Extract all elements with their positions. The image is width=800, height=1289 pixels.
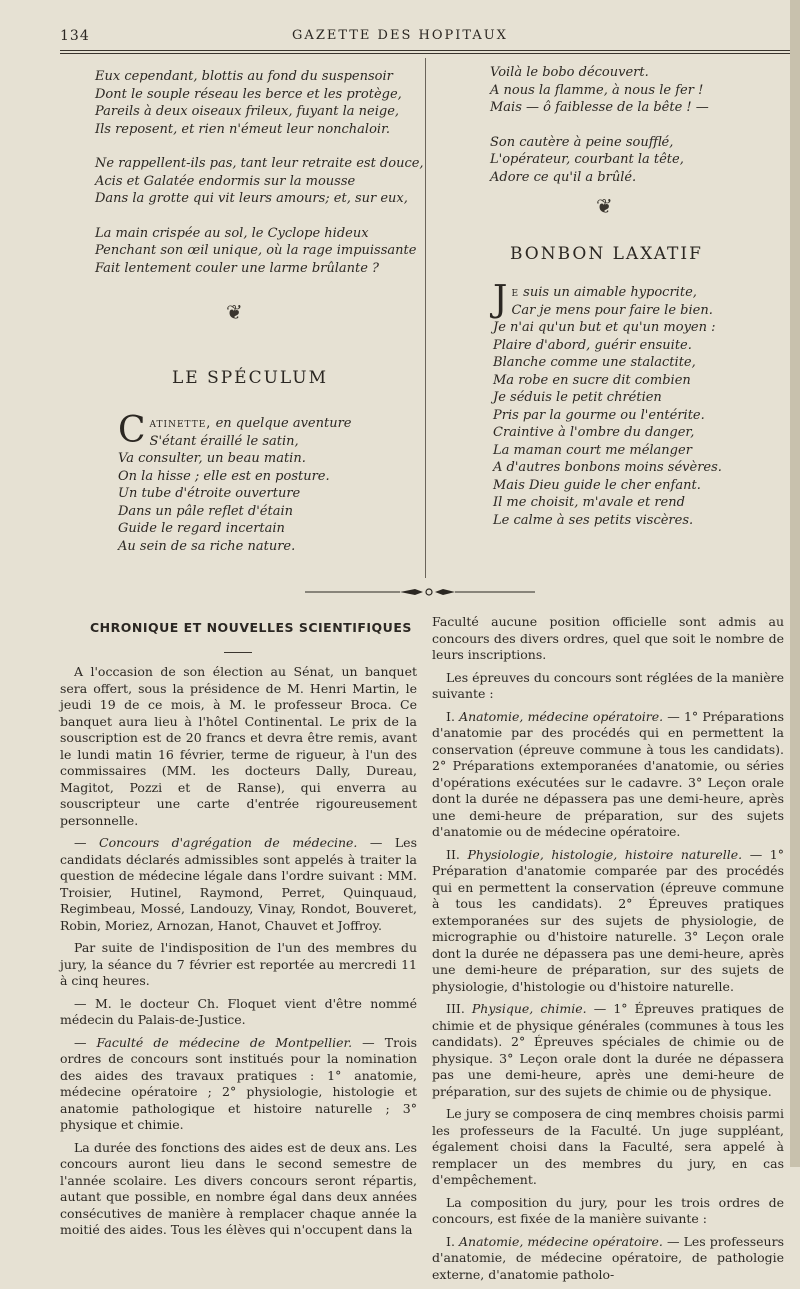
first-word: e [511, 285, 520, 300]
poem-line: A d'autres bonbons moins sévères. [493, 460, 722, 475]
poem-line: Mais Dieu guide le cher enfant. [493, 477, 701, 493]
poem-speculum [118, 410, 352, 555]
article-paragraph [432, 614, 784, 664]
paragraph-text: Les épreuves du concours sont réglées de la manière suivante : [432, 669, 784, 701]
stanza-gap [490, 117, 709, 134]
paragraph-heading: Faculté de médecine de Montpellier. [96, 1034, 353, 1050]
stanza-gap [95, 208, 424, 225]
article-column-left [60, 664, 417, 1245]
paragraph-lead: I. [446, 708, 460, 724]
paragraph-heading: Anatomie, médecine opératoire. [459, 708, 664, 724]
article-paragraph [60, 1140, 417, 1239]
article-paragraph [60, 1035, 417, 1134]
poem-line: Dans la grotte qui vit leurs amours; et, sur eux, [95, 191, 408, 206]
article-paragraph [60, 996, 417, 1029]
poem-line: Dans un pâle reflet d'étain [118, 503, 294, 519]
paragraph-text: — Les professeurs d'anatomie, de médecine opératoire, de pathologie externe, d'anatomie patholo- [432, 1233, 784, 1282]
article-paragraph [432, 1106, 784, 1189]
dropcap: J [493, 279, 508, 320]
poem-line: Fait lentement couler une larme brûlante ? [95, 260, 380, 276]
poem-line: Je n'ai qu'un but et qu'un moyen : [493, 320, 716, 335]
poem-line: Ma robe en sucre dit combien [493, 372, 691, 388]
poem-line: S'étant éraillé le satin, [149, 433, 299, 449]
first-line: suis un aimable hypocrite, [519, 285, 697, 300]
page-header-title: GAZETTE DES HOPITAUX [292, 28, 508, 43]
poem-line: Voilà le bobo découvert. [490, 65, 649, 80]
poem-line: Va consulter, un beau matin. [118, 451, 306, 466]
poem-line: Au sein de sa riche nature. [118, 538, 296, 554]
fleuron-ornament: ❦ [226, 300, 243, 324]
article-paragraph [432, 1195, 784, 1228]
paragraph-text: — 1° Préparation d'anatomie comparée par des procédés qui en permettent la conservation (épreuve commune à tous les candidats). 2° Épreuves pratiques extemporanées sur des sujets de physiologie, de micrographie ou d'histoire naturelle. 3° Leçon orale dont la durée ne dépassera pas une demi-heure, après une demi-heure de préparation, sur des sujets de physiologie, d'histologie ou d'histoire naturelle. [432, 846, 784, 994]
paragraph-heading: Concours d'agrégation de médecine. [99, 835, 358, 850]
section-divider-ornament [305, 586, 535, 598]
first-word: atinette, [149, 416, 212, 431]
article-paragraph [60, 664, 417, 829]
paragraph-heading: Anatomie, médecine opératoire. [459, 1233, 663, 1249]
poem-line: Je séduis le petit chrétien [493, 390, 662, 405]
article-paragraph [432, 670, 784, 703]
paragraph-text: — 1° Épreuves pratiques de chimie et de physique générales (communes à tous les candidats). 2° Épreuves spéciales de chimie ou de physique. 3° Leçon orale dont la durée ne dépassera pas une demi-heure, après une demi-heure de préparation, sur des sujets de chimie ou de physique. [432, 1001, 784, 1099]
poem-line: On la hisse ; elle est en posture. [118, 468, 330, 484]
paragraph-text: Le jury se composera de cinq membres choisis parmi les professeurs de la Faculté. Un juge suppléant, également choisi dans la Faculté, sera appelé à remplacer un des membres du jury, en cas d'empêchement. [432, 1106, 784, 1187]
paragraph-text: La durée des fonctions des aides est de deux ans. Les concours auront lieu dans le second semestre de l'année scolaire. Les divers concours seront répartis, autant que possible, en nombre égal dans deux années consécutives de manière à remplacer chaque année la moitié des aides. Tous les élèves qui n'occupent dans la [60, 1139, 417, 1237]
poem-line: Son cautère à peine soufflé, [490, 134, 674, 150]
article-paragraph [60, 940, 417, 990]
poem-line: Dont le souple réseau les berce et les protège, [95, 86, 402, 102]
paragraph-lead: III. [446, 1001, 472, 1016]
section-title: CHRONIQUE ET NOUVELLES SCIENTIFIQUES [90, 620, 412, 635]
poem-line: A nous la flamme, à nous le fer ! [490, 82, 704, 98]
fleuron-ornament: ❦ [596, 194, 613, 218]
poem-line: Il me choisit, m'avale et rend [493, 495, 685, 510]
poem-line: Adore ce qu'il a brûlé. [490, 169, 637, 185]
poem-line: Plaire d'abord, guérir ensuite. [493, 337, 692, 353]
paragraph-text: La composition du jury, pour les trois ordres de concours, est fixée de la manière suivante : [432, 1194, 784, 1226]
article-column-right [432, 614, 784, 1289]
paragraph-text: — M. le docteur Ch. Floquet vient d'être nommé médecin du Palais-de-Justice. [60, 995, 417, 1027]
page-number: 134 [60, 28, 90, 44]
article-paragraph [432, 1234, 784, 1284]
poem-bonbon [493, 279, 722, 529]
page-edge-shadow [790, 0, 800, 1167]
poem-line: La main crispée au sol, le Cyclope hideux [95, 225, 369, 241]
paragraph-lead: — [74, 1034, 97, 1050]
first-line: en quelque aventure [211, 416, 352, 431]
poem-line: Pareils à deux oiseaux frileux, fuyant la neige, [95, 104, 400, 119]
poem-title-bonbon: BONBON LAXATIF [510, 244, 703, 264]
poem-line: Guide le regard incertain [118, 521, 285, 536]
poem-line: Mais — ô faiblesse de la bête ! — [490, 100, 709, 115]
poem-line: Blanche comme une stalactite, [493, 355, 696, 370]
paragraph-heading: Physiologie, histologie, histoire naturelle. [467, 846, 743, 862]
paragraph-text: — Trois ordres de concours sont institués pour la nomination des aides des travaux pratiques : 1° anatomie, médecine opératoire ; 2° physiologie, histologie et anatomie pathologique et histoire naturelle ; 3° physique et chimie. [60, 1034, 417, 1132]
header-rule [60, 50, 795, 51]
article-paragraph [432, 847, 784, 996]
poem-line: Eux cependant, blottis au fond du suspensoir [95, 69, 393, 84]
stanza-gap [95, 138, 424, 155]
poem-line: Le calme à ses petits viscères. [493, 512, 694, 528]
section-underline [224, 652, 252, 653]
poem-line: Car je mens pour faire le bien. [511, 302, 713, 318]
paragraph-text: Faculté aucune position officielle sont admis au concours des divers ordres, quel que soit le nombre de leurs inscriptions. [432, 614, 784, 662]
paragraph-text: — Les candidats déclarés admissibles sont appelés à traiter la question de médecine légale dans l'ordre suivant : MM. Troisier, Hutinel, Raymond, Perret, Quinquaud, Regimbeau, Mossé, Landouzy, Vinay, Rondot, Bouveret, Robin, Moriez, Arnozan, Hanot, Chauvet et Joffroy. [60, 835, 417, 933]
paragraph-lead: — [74, 835, 99, 850]
paragraph-lead: I. [446, 1233, 460, 1249]
poem-right-top [490, 64, 709, 186]
poem-line: Ils reposent, et rien n'émeut leur nonchaloir. [95, 121, 390, 137]
poem-left-top [95, 68, 424, 277]
paragraph-text: — 1° Préparations d'anatomie par des procédés qui en permettent la conservation (épreuve commune à tous les candidats). 2° Préparations extemporanées d'anatomie, ou séries d'opérations exécutées sur le cadavre. 3° Leçon orale dont la durée ne dépassera pas une demi-heure, après une demi-heure de préparation, sur des sujets d'anatomie ou de médecine opératoire. [432, 708, 784, 839]
poem-line: L'opérateur, courbant la tête, [490, 152, 684, 167]
dropcap: C [118, 410, 146, 451]
poem-line: Ne rappellent-ils pas, tant leur retraite est douce, [95, 156, 424, 171]
article-paragraph [60, 835, 417, 934]
paragraph-lead: II. [446, 846, 468, 862]
article-paragraph [432, 1001, 784, 1100]
poem-title-speculum: LE SPÉCULUM [172, 368, 329, 388]
poem-line: Pris par la gourme ou l'entérite. [493, 407, 705, 423]
poem-line: Penchant son œil unique, où la rage impuissante [95, 243, 417, 258]
poem-line: La maman court me mélanger [493, 442, 692, 458]
poem-line: Un tube d'étroite ouverture [118, 486, 301, 501]
poem-line: Acis et Galatée endormis sur la mousse [95, 173, 356, 189]
paragraph-heading: Physique, chimie. [471, 1001, 587, 1016]
poem-line: Craintive à l'ombre du danger, [493, 425, 695, 440]
column-divider [425, 58, 426, 578]
paragraph-text: A l'occasion de son élection au Sénat, un banquet sera offert, sous la présidence de M. Henri Martin, le jeudi 19 de ce mois, à M. le professeur Broca. Ce banquet aura lieu à l'hôtel Continental. Le prix de la souscription est de 20 francs et devra être remis, avant le lundi matin 16 février, terme de rigueur, à l'un des commissaires (MM. les docteurs Dally, Dureau, Magitot, Pozzi et de Ranse), qui enverra au souscripteur une carte d'entrée rigoureusement personnelle. [60, 664, 417, 828]
paragraph-text: Par suite de l'indisposition de l'un des membres du jury, la séance du 7 février est reportée au mercredi 11 à cinq heures. [60, 940, 417, 988]
article-paragraph [432, 709, 784, 841]
header-rule-double [60, 53, 795, 54]
